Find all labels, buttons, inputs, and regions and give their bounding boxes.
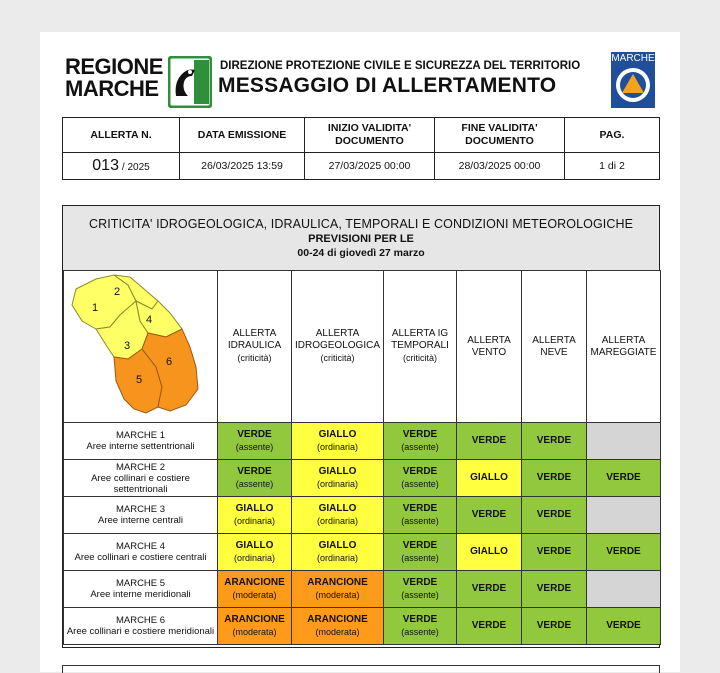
alert-level: VERDE: [606, 546, 641, 557]
alert-criticality: (moderata): [315, 589, 360, 600]
zone-name-cell: [64, 423, 218, 460]
alert-criticality: (ordinaria): [316, 552, 358, 563]
alert-level: VERDE: [402, 613, 438, 625]
alert-level: VERDE: [402, 428, 438, 440]
zone-name: MARCHE 1: [115, 430, 166, 441]
alert-level-cell: [218, 497, 292, 534]
alert-level: VERDE: [536, 435, 572, 446]
alert-criticality: (assente): [401, 441, 439, 452]
forecast-heading: CRITICITA' IDROGEOLOGICA, IDRAULICA, TEMPORALI E CONDIZIONI METEOROLOGICHE: [88, 217, 634, 231]
alert-level-cell: [292, 608, 384, 645]
forecast-subheading: PREVISIONI PER LE: [308, 233, 414, 245]
alert-level-cell: [457, 534, 522, 571]
zone-name: MARCHE 2: [115, 461, 166, 473]
alert-criticality: (assente): [401, 478, 439, 489]
alert-level-cell: [384, 571, 457, 608]
zone-description: Aree collinari e costiere centrali: [74, 552, 207, 563]
alert-level: VERDE: [402, 465, 438, 477]
zone-description: Aree collinari e costiere meridionali: [66, 626, 215, 637]
map-zone-label: 1: [91, 302, 98, 314]
alert-level: GIALLO: [318, 465, 357, 477]
zone-name-cell: [64, 608, 218, 645]
map-zone-label: 4: [145, 314, 152, 326]
civil-protection-icon: [615, 66, 651, 104]
zone-row: [64, 571, 661, 608]
alert-level-cell: [218, 571, 292, 608]
alert-level-cell: [218, 460, 292, 497]
alert-criticality: (ordinaria): [316, 478, 358, 489]
alert-criticality: (assente): [235, 441, 274, 452]
zone-description: Aree interne meridionali: [90, 589, 191, 600]
col-idrogeologica: ALLERTA IDROGEOLOGICA (criticità): [292, 271, 384, 423]
alert-level: ARANCIONE: [307, 613, 368, 625]
alert-criticality: (assente): [235, 478, 274, 489]
alert-level-cell: [587, 608, 661, 645]
alert-criticality: (ordinaria): [233, 515, 275, 526]
logo-line1: REGIONE: [65, 54, 163, 79]
pc-logo-label: MARCHE: [611, 53, 655, 64]
zone-row: [64, 497, 661, 534]
zone-row: [64, 460, 661, 497]
alert-criticality: (moderata): [232, 626, 277, 637]
protezione-civile-logo: [611, 52, 655, 108]
col-mareggiate: ALLERTA MAREGGIATE: [587, 271, 661, 423]
zone-name-cell: [64, 460, 218, 497]
page-number: 1 di 2: [565, 153, 660, 180]
alert-level: VERDE: [536, 509, 572, 520]
header-page: PAG.: [565, 118, 660, 153]
zone-name-cell: [64, 534, 218, 571]
zones-map-cell: [64, 271, 218, 423]
alert-level: VERDE: [471, 509, 507, 520]
forecast-heading-block: [63, 206, 659, 271]
alert-level-cell: [384, 460, 457, 497]
col-vento: ALLERTA VENTO: [457, 271, 522, 423]
next-table-edge: [62, 665, 660, 673]
alert-level: ARANCIONE: [224, 613, 285, 625]
alert-level-cell: [587, 571, 661, 608]
alert-level-cell: [587, 460, 661, 497]
alert-level-cell: [384, 423, 457, 460]
alert-level-cell: [218, 608, 292, 645]
zone-name-cell: [64, 571, 218, 608]
alert-level-cell: [457, 571, 522, 608]
header-emission-date: DATA EMISSIONE: [180, 118, 305, 153]
document-page: [40, 32, 680, 672]
alert-criticality: (assente): [401, 589, 439, 600]
zone-description: Aree interne centrali: [97, 515, 184, 526]
alert-level-cell: [522, 423, 587, 460]
alert-level: VERDE: [536, 583, 572, 594]
alert-level-cell: [384, 534, 457, 571]
alert-criticality: (assente): [401, 515, 439, 526]
alert-number-cell: [63, 153, 180, 180]
zone-name: MARCHE 4: [115, 541, 166, 552]
alert-level: ARANCIONE: [224, 576, 285, 588]
zone-description: Aree collinari e costiere settentrionali: [91, 472, 190, 495]
alert-level-cell: [522, 460, 587, 497]
alert-level: VERDE: [471, 620, 507, 631]
alert-level-cell: [292, 497, 384, 534]
alert-level-cell: [218, 534, 292, 571]
alert-level: VERDE: [471, 583, 507, 594]
validity-end: 28/03/2025 00:00: [435, 153, 565, 180]
alert-info-table: [62, 117, 660, 180]
alert-level: VERDE: [536, 546, 572, 557]
alert-level: ARANCIONE: [307, 576, 368, 588]
map-zone-label: 2: [113, 286, 120, 298]
alert-level: VERDE: [402, 576, 438, 588]
alert-level-cell: [457, 460, 522, 497]
alert-level: VERDE: [237, 465, 272, 477]
alert-level: VERDE: [536, 620, 572, 631]
alert-level-cell: [292, 534, 384, 571]
alert-level: GIALLO: [318, 428, 357, 440]
header-title: MESSAGGIO DI ALLERTAMENTO: [218, 74, 557, 97]
marche-zones-map: [66, 271, 216, 417]
alert-level: GIALLO: [318, 539, 357, 551]
header-alert-number: ALLERTA N.: [63, 118, 180, 153]
validity-start: 27/03/2025 00:00: [305, 153, 435, 180]
alert-level: GIALLO: [470, 472, 508, 483]
header-validity-end: FINE VALIDITA' DOCUMENTO: [435, 118, 565, 153]
alert-level-cell: [587, 423, 661, 460]
alert-level: VERDE: [536, 472, 572, 483]
zone-name: MARCHE 5: [115, 578, 166, 589]
alert-criticality: (ordinaria): [316, 441, 358, 452]
alert-level-cell: [457, 423, 522, 460]
col-neve: ALLERTA NEVE: [522, 271, 587, 423]
alert-level: VERDE: [237, 428, 272, 440]
map-zone-label: 3: [123, 340, 130, 352]
alert-level-cell: [292, 460, 384, 497]
alert-level: VERDE: [471, 435, 507, 446]
alert-level: VERDE: [606, 472, 641, 483]
zone-description: Aree interne settentrionali: [86, 441, 195, 452]
regione-marche-logo: [65, 56, 215, 112]
alert-criticality: (moderata): [315, 626, 360, 637]
col-temporali: ALLERTA IG TEMPORALI (criticità): [384, 271, 457, 423]
logo-line2: MARCHE: [65, 76, 159, 101]
alert-level: VERDE: [402, 539, 438, 551]
alert-level-cell: [522, 497, 587, 534]
zone-name: MARCHE 6: [115, 615, 166, 626]
alert-number: 013: [92, 157, 119, 174]
col-idraulica: ALLERTA IDRAULICA (criticità): [218, 271, 292, 423]
map-zone-label: 6: [165, 356, 172, 368]
alert-level-cell: [457, 608, 522, 645]
alert-level: VERDE: [402, 502, 438, 514]
alert-level: VERDE: [606, 620, 641, 631]
alert-level-cell: [384, 497, 457, 534]
forecast-box: [62, 205, 660, 648]
alert-level-cell: [218, 423, 292, 460]
alert-level-cell: [292, 423, 384, 460]
alert-criticality: (assente): [401, 626, 439, 637]
woodpecker-emblem-icon: [168, 56, 212, 108]
zone-row: [64, 608, 661, 645]
alert-level-cell: [292, 571, 384, 608]
alert-level-cell: [587, 534, 661, 571]
header-subtitle: DIREZIONE PROTEZIONE CIVILE E SICUREZZA DEL TERRITORIO: [220, 60, 581, 72]
criticality-table: [63, 270, 661, 645]
header-validity-start: INIZIO VALIDITA' DOCUMENTO: [305, 118, 435, 153]
alert-level: GIALLO: [235, 502, 274, 514]
forecast-period: 00-24 di giovedì 27 marzo: [297, 247, 425, 259]
alert-level-cell: [522, 571, 587, 608]
alert-level-cell: [522, 534, 587, 571]
alert-criticality: (moderata): [232, 589, 277, 600]
alert-criticality: (assente): [401, 552, 439, 563]
alert-level-cell: [587, 497, 661, 534]
zone-name: MARCHE 3: [115, 504, 166, 515]
emission-date: 26/03/2025 13:59: [180, 153, 305, 180]
alert-level-cell: [522, 608, 587, 645]
map-zone-label: 5: [135, 374, 142, 386]
alert-level-cell: [384, 608, 457, 645]
zone-row: [64, 423, 661, 460]
alert-level: GIALLO: [470, 546, 508, 557]
alert-level: GIALLO: [235, 539, 274, 551]
alert-level: GIALLO: [318, 502, 357, 514]
alert-level-cell: [457, 497, 522, 534]
alert-year: / 2025: [121, 162, 150, 173]
zone-row: [64, 534, 661, 571]
alert-criticality: (ordinaria): [316, 515, 358, 526]
alert-criticality: (ordinaria): [233, 552, 275, 563]
zone-name-cell: [64, 497, 218, 534]
